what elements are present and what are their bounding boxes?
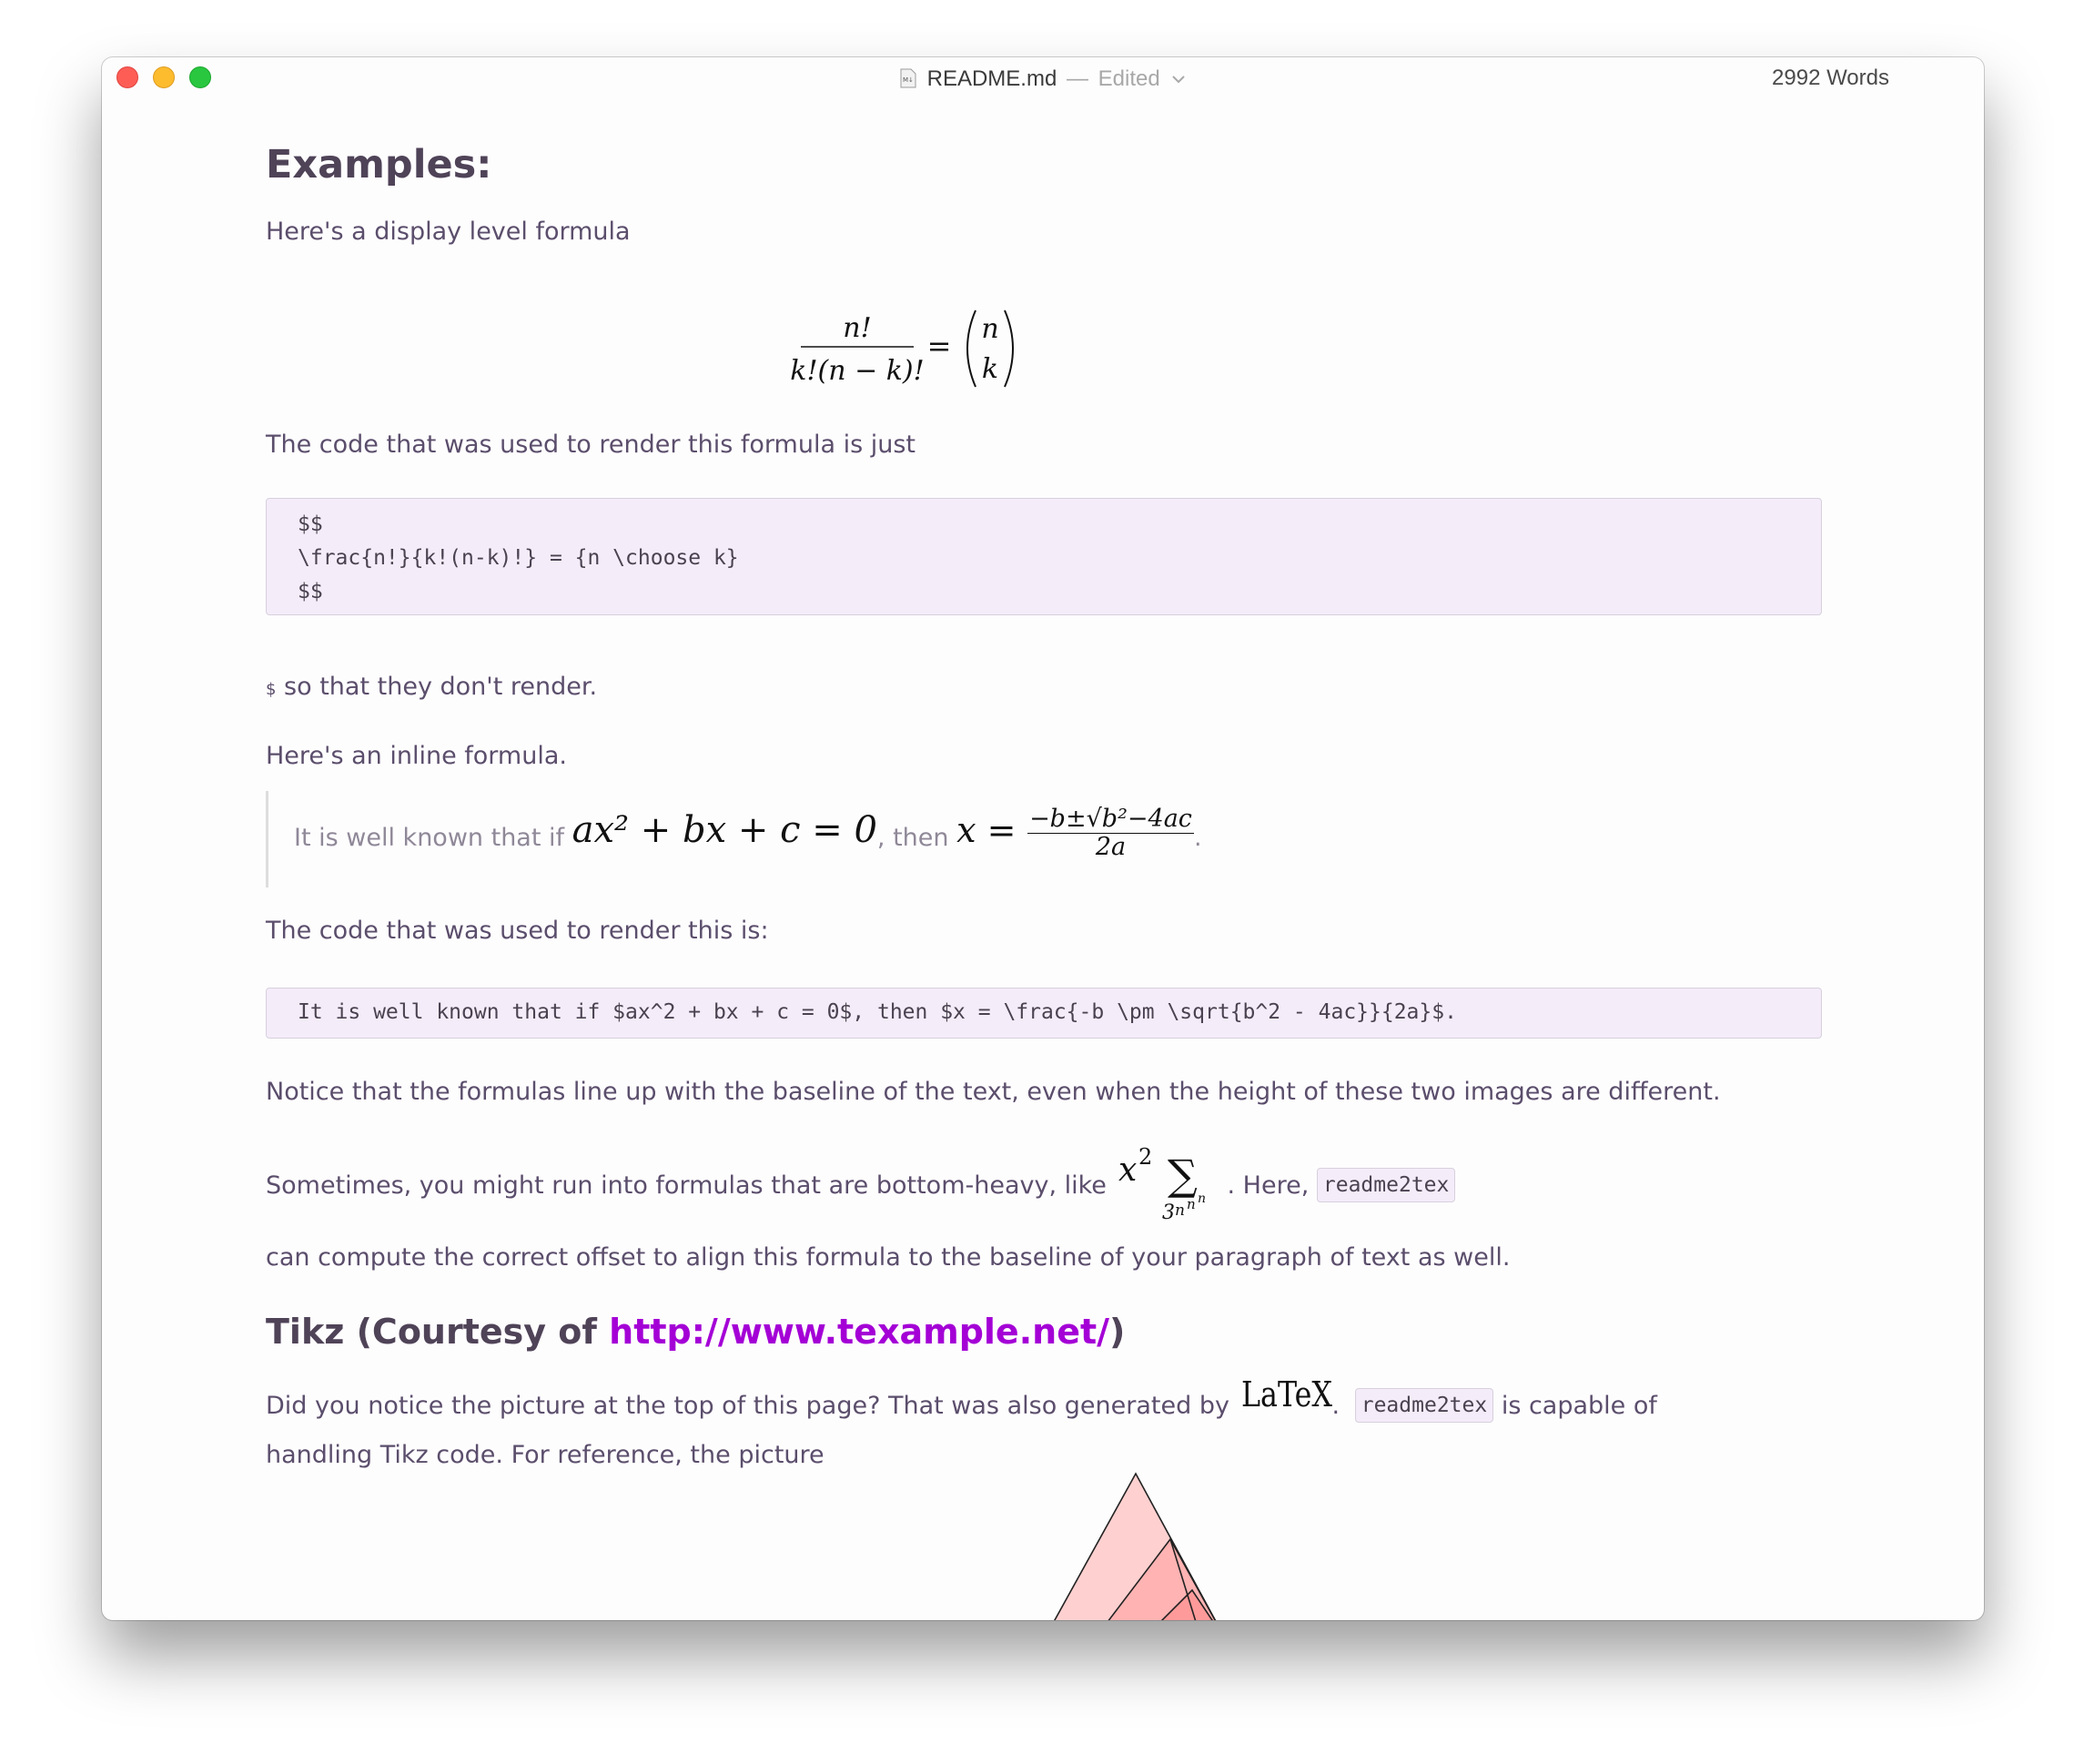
paragraph-display-intro: Here's a display level formula	[266, 218, 631, 246]
title-bar	[102, 57, 1984, 97]
code-block-inline[interactable]: It is well known that if $ax^2 + bx + c = 0$, then $x = \frac{-b \pm \sqrt{b^2 - 4ac}}{2a}$.	[266, 988, 1822, 1039]
svg-text:LaTeX: LaTeX	[1240, 1375, 1332, 1414]
svg-text:2: 2	[1138, 1144, 1152, 1170]
blockquote	[266, 791, 1267, 887]
bottom-heavy-prefix: Sometimes, you might run into formulas that are bottom-heavy, like	[266, 1171, 1107, 1200]
svg-text:3: 3	[1161, 1201, 1175, 1221]
inline-code-readme2tex-2: readme2tex	[1355, 1388, 1493, 1423]
svg-text:n: n	[1186, 1196, 1196, 1212]
quote-fraction	[1027, 806, 1194, 861]
chevron-down-icon[interactable]	[1171, 65, 1186, 76]
heading-tikz-suffix: )	[1109, 1312, 1126, 1352]
dollar-symbol: $	[266, 680, 277, 699]
binom-bottom: k	[981, 353, 999, 385]
tikz-suffix: is capable of	[1501, 1392, 1657, 1420]
tikz-triangle-svg	[1037, 1472, 1238, 1620]
formula-denominator: k!(n − k)!	[790, 355, 925, 387]
word-count[interactable]: 2992 Words	[1772, 66, 1889, 90]
formula-numerator: n!	[843, 312, 872, 344]
bottom-heavy-formula	[1115, 1144, 1228, 1221]
quote-suffix: .	[1193, 824, 1202, 852]
tikz-picture	[1037, 1472, 1238, 1620]
heading-tikz-prefix: Tikz (Courtesy of	[266, 1312, 610, 1352]
formula-equals: =	[926, 329, 952, 363]
bottom-heavy-suffix: . Here,	[1227, 1171, 1310, 1200]
svg-text:n: n	[1174, 1201, 1185, 1220]
quote-middle: , then	[876, 824, 949, 852]
quote-formula-lhs: x =	[956, 810, 1017, 850]
latex-logo-svg	[1241, 1375, 1336, 1421]
bottom-heavy-formula-svg	[1118, 1139, 1231, 1221]
editor-window	[102, 57, 1984, 1620]
paragraph-code-intro: The code that was used to render this formula is just	[266, 431, 916, 459]
paragraph-inline-intro: Here's an inline formula.	[266, 742, 567, 770]
quote-fraction-denominator: 2a	[1095, 833, 1127, 861]
heading-examples: Examples:	[266, 142, 492, 188]
paragraph-tikz-line2: handling Tikz code. For reference, the picture	[266, 1441, 824, 1469]
texample-link[interactable]: http://www.texample.net/	[609, 1312, 1110, 1352]
svg-text:∑: ∑	[1167, 1151, 1198, 1200]
svg-text:x: x	[1118, 1151, 1137, 1189]
heading-tikz	[266, 1310, 1125, 1353]
latex-logo	[1238, 1375, 1332, 1421]
title-status: Edited	[1098, 66, 1160, 91]
display-formula	[266, 305, 1822, 392]
binom-left-paren	[967, 310, 976, 387]
tikz-dot: .	[1331, 1392, 1340, 1420]
quote-formula-quadratic: ax² + bx + c = 0	[572, 809, 877, 851]
quote-fraction-numerator: −b±√b²−4ac	[1029, 805, 1192, 833]
inline-code-readme2tex: readme2tex	[1317, 1168, 1455, 1202]
paragraph-tikz	[266, 1375, 1657, 1423]
svg-text:n: n	[1197, 1191, 1206, 1206]
binom-top: n	[981, 313, 999, 345]
paragraph-notice: Notice that the formulas line up with the baseline of the text, even when the height of these two images are different.	[266, 1078, 1721, 1106]
svg-text:M↓: M↓	[902, 76, 914, 84]
dollar-text: so that they don't render.	[284, 673, 598, 701]
window-title[interactable]	[102, 65, 1984, 93]
binom-right-paren	[1005, 310, 1013, 387]
quote-text	[294, 806, 1202, 861]
paragraph-bottom-heavy	[266, 1144, 1455, 1221]
tikz-prefix: Did you notice the picture at the top of this page? That was also generated by	[266, 1392, 1229, 1420]
title-filename: README.md	[926, 66, 1057, 91]
code-block-display[interactable]: $$ \frac{n!}{k!(n-k)!} = {n \choose k} $$	[266, 498, 1822, 615]
title-separator: —	[1066, 66, 1088, 91]
paragraph-offset: can compute the correct offset to align this formula to the baseline of your paragraph of text as well.	[266, 1243, 1511, 1272]
markdown-file-icon	[900, 68, 916, 88]
quote-prefix: It is well known that if	[294, 824, 565, 852]
paragraph-dollar	[266, 671, 597, 706]
display-formula-svg	[266, 305, 1822, 392]
paragraph-code-intro-2: The code that was used to render this is:	[266, 917, 769, 945]
